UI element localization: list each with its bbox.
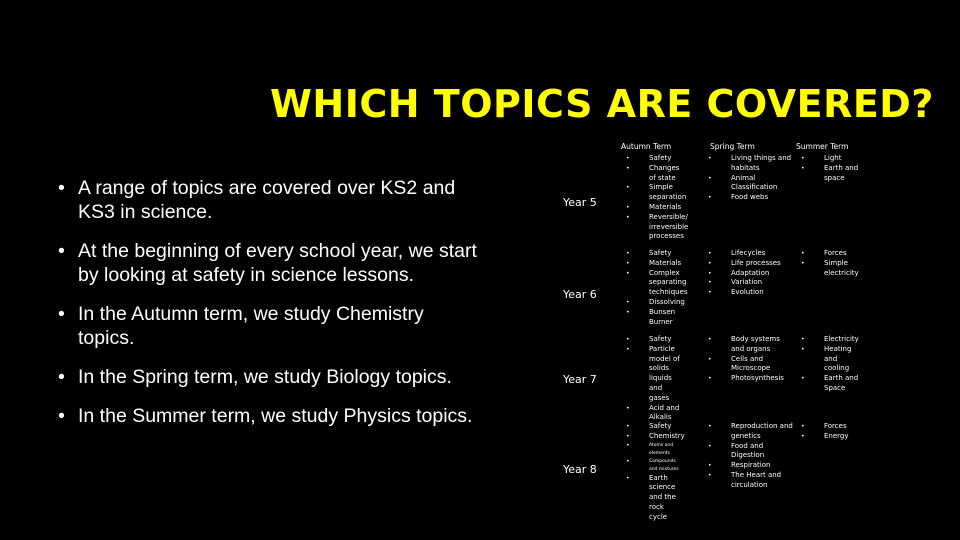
topic-item: • Body systems and organs	[706, 335, 794, 355]
spring-topics-year6	[706, 249, 794, 298]
topic-item: • Safety	[624, 154, 682, 164]
topic-item: • Materials	[624, 203, 682, 213]
topic-item: • Complex separating techniques	[624, 269, 682, 298]
header-autumn: Autumn Term	[621, 142, 672, 151]
bullet-item: • In the Summer term, we study Physics topics.	[58, 404, 478, 428]
topic-item: • Adaptation	[706, 269, 794, 279]
bullet-item: • In the Spring term, we study Biology topics.	[58, 365, 478, 389]
topic-item: • Respiration	[706, 461, 794, 471]
spring-topics-year5	[706, 154, 794, 203]
topic-item: • Bunsen Burner	[624, 308, 682, 328]
bullet-item: • In the Autumn term, we study Chemistry topics.	[58, 302, 478, 350]
summer-topics-year7	[799, 335, 859, 394]
topic-item: • Earth and Space	[799, 374, 859, 394]
summer-topics-year5	[799, 154, 859, 183]
topic-item: • Living things and habitats	[706, 154, 794, 174]
slide-title: WHICH TOPICS ARE COVERED?	[270, 82, 934, 126]
header-spring: Spring Term	[710, 142, 755, 151]
topic-item: • Changes of state	[624, 164, 682, 184]
bullet-list	[58, 176, 478, 443]
topic-item: • Chemistry	[624, 432, 682, 442]
summer-topics-year6	[799, 249, 859, 278]
bullet-item: • A range of topics are covered over KS2 and KS3 in science.	[58, 176, 478, 224]
topic-item: • Acid and Alkalis	[624, 404, 682, 424]
year-label-7: Year 7	[563, 373, 597, 386]
topic-item: • Compounds and mixtures	[624, 458, 682, 474]
bullet-item: • At the beginning of every school year, we start by looking at safety in science lessons.	[58, 239, 478, 287]
topic-item: • Forces	[799, 249, 859, 259]
topic-item: • Simple separation	[624, 183, 682, 203]
topic-item: • Heating and cooling	[799, 345, 859, 374]
topic-item: • Materials	[624, 259, 682, 269]
topic-item: • Reversible/ irreversible processes	[624, 213, 682, 242]
topic-item: • Dissolving	[624, 298, 682, 308]
topic-item: • The Heart and circulation	[706, 471, 794, 491]
year-label-6: Year 6	[563, 288, 597, 301]
topic-item: • Earth science and the rock cycle	[624, 474, 682, 523]
topic-item: • Cells and Microscope	[706, 355, 794, 375]
autumn-topics-year7	[624, 335, 682, 423]
topic-item: • Animal Classification	[706, 174, 794, 194]
spring-topics-year8	[706, 422, 794, 491]
topic-item: • Photosynthesis	[706, 374, 794, 384]
topic-item: • Forces	[799, 422, 859, 432]
topic-item: • Light	[799, 154, 859, 164]
topic-item: • Safety	[624, 249, 682, 259]
topic-item: • Evolution	[706, 288, 794, 298]
spring-topics-year7	[706, 335, 794, 384]
summer-topics-year8	[799, 422, 859, 442]
topic-item: • Electricity	[799, 335, 859, 345]
header-summer: Summer Term	[796, 142, 849, 151]
topic-item: • Life processes	[706, 259, 794, 269]
topics-table	[560, 142, 950, 521]
topic-item: • Earth and space	[799, 164, 859, 184]
topic-item: • Simple electricity	[799, 259, 859, 279]
topic-item: • Safety	[624, 335, 682, 345]
year-label-5: Year 5	[563, 196, 597, 209]
autumn-topics-year6	[624, 249, 688, 327]
year-label-8: Year 8	[563, 463, 597, 476]
topic-item: • Food webs	[706, 193, 794, 203]
topic-item: • Lifecycles	[706, 249, 794, 259]
topic-item: • Variation	[706, 278, 794, 288]
topic-item: • Safety	[624, 422, 682, 432]
topic-item: • Reproduction and genetics	[706, 422, 794, 442]
topic-item: • Particle model of solids liquids and gases	[624, 345, 682, 404]
autumn-topics-year8	[624, 422, 685, 523]
autumn-topics-year5	[624, 154, 689, 242]
topic-item: • Energy	[799, 432, 859, 442]
topic-item: • Food and Digestion	[706, 442, 794, 462]
topic-item: • Atoms and elements	[624, 442, 682, 458]
